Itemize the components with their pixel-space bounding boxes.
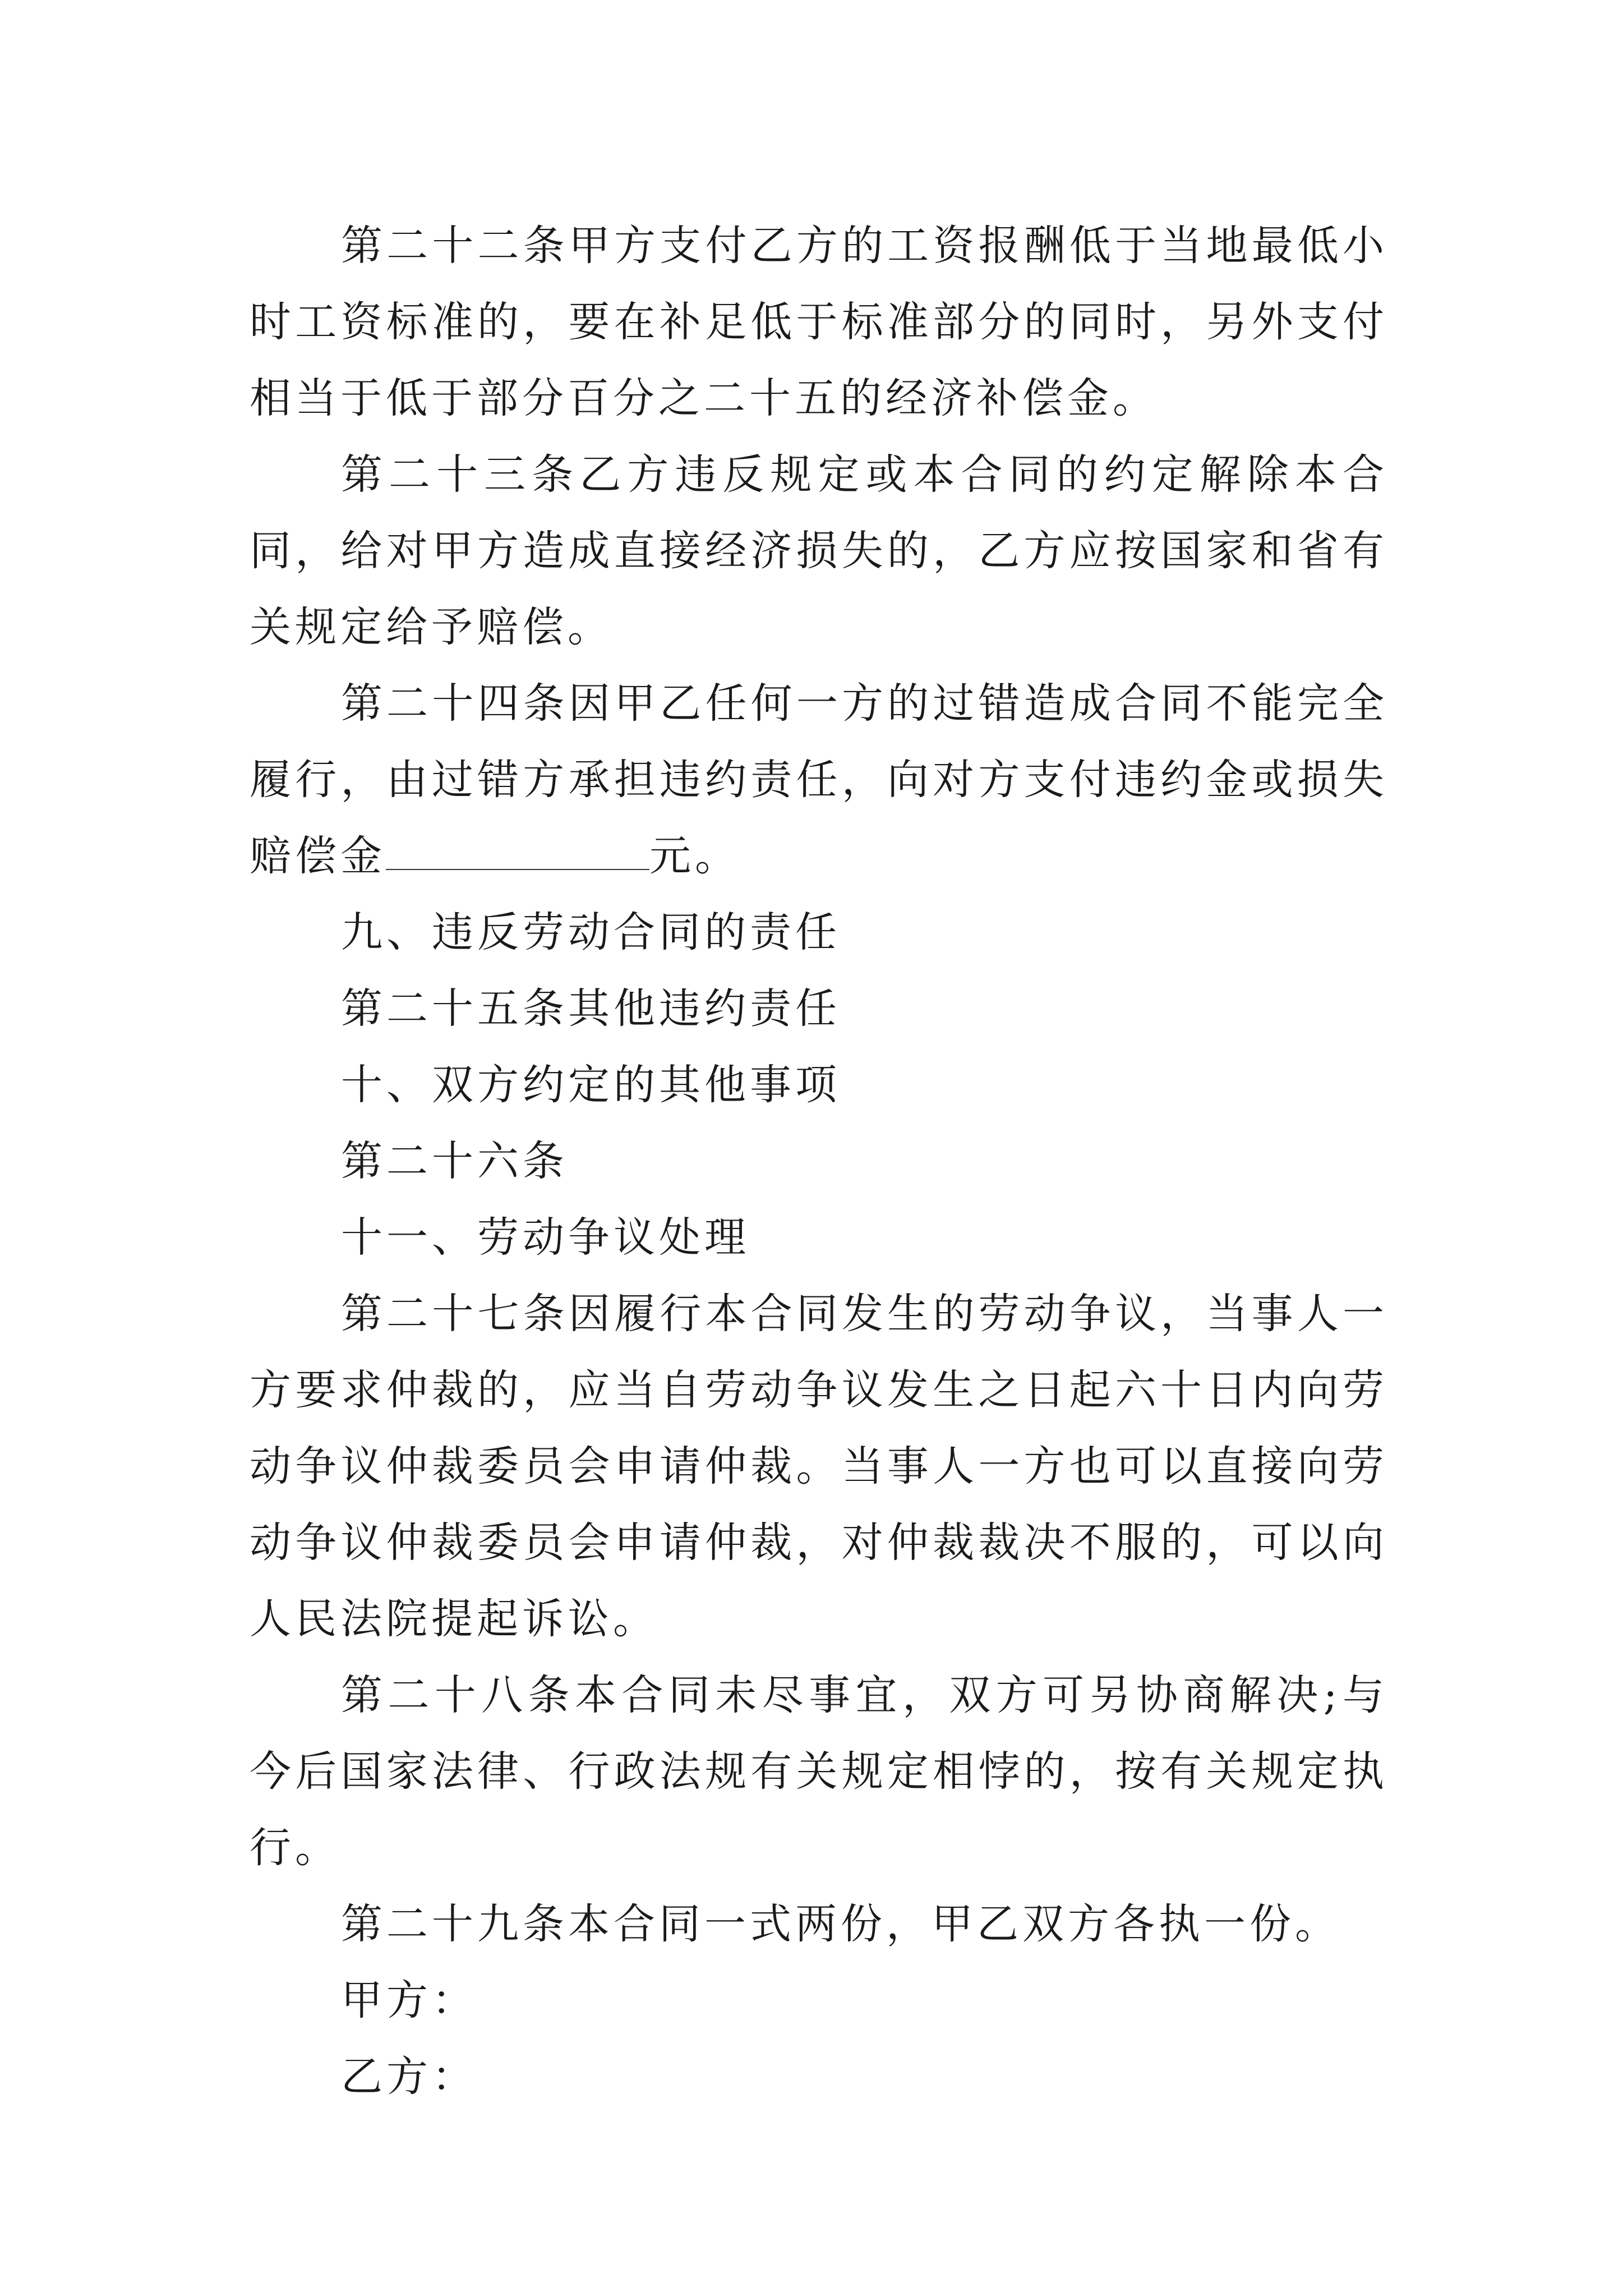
article-26: 第二十六条	[341, 1137, 568, 1185]
party-a-signature: 甲方：	[341, 1976, 477, 2024]
article-24-text: 第二十四条因甲乙任何一方的过错造成合同不能完全履行，由过错方承担违约责任，向对方支付违约金或损失赔偿金	[250, 679, 1388, 880]
party-b-signature: 乙方：	[341, 2053, 477, 2101]
article-28: 第二十八条本合同未尽事宜，双方可另协商解决;与今后国家法律、行政法规有关规定相悖的，按有关规定执行。	[250, 1671, 1388, 1872]
section-9-heading: 九、违反劳动合同的责任	[341, 908, 841, 956]
article-24	[250, 665, 1388, 894]
article-25: 第二十五条其他违约责任	[341, 984, 841, 1033]
article-27: 第二十七条因履行本合同发生的劳动争议，当事人一方要求仲裁的，应当自劳动争议发生之日起六十日内向劳动争议仲裁委员会申请仲裁。当事人一方也可以直接向劳动争议仲裁委员会申请仲裁，对仲裁裁决不服的，可以向人民法院提起诉讼。	[250, 1290, 1388, 1643]
document-body	[250, 208, 1388, 2115]
article-24-unit: 元。	[649, 832, 740, 880]
article-29: 第二十九条本合同一式两份，甲乙双方各执一份。	[341, 1900, 1340, 1948]
compensation-amount-blank	[386, 835, 649, 870]
article-23: 第二十三条乙方违反规定或本合同的约定解除本合同，给对甲方造成直接经济损失的，乙方应按国家和省有关规定给予赔偿。	[250, 450, 1388, 651]
section-11-heading: 十一、劳动争议处理	[341, 1213, 750, 1262]
section-10-heading: 十、双方约定的其他事项	[341, 1061, 841, 1109]
article-22: 第二十二条甲方支付乙方的工资报酬低于当地最低小时工资标准的，要在补足低于标准部分的同时，另外支付相当于低于部分百分之二十五的经济补偿金。	[250, 222, 1388, 422]
